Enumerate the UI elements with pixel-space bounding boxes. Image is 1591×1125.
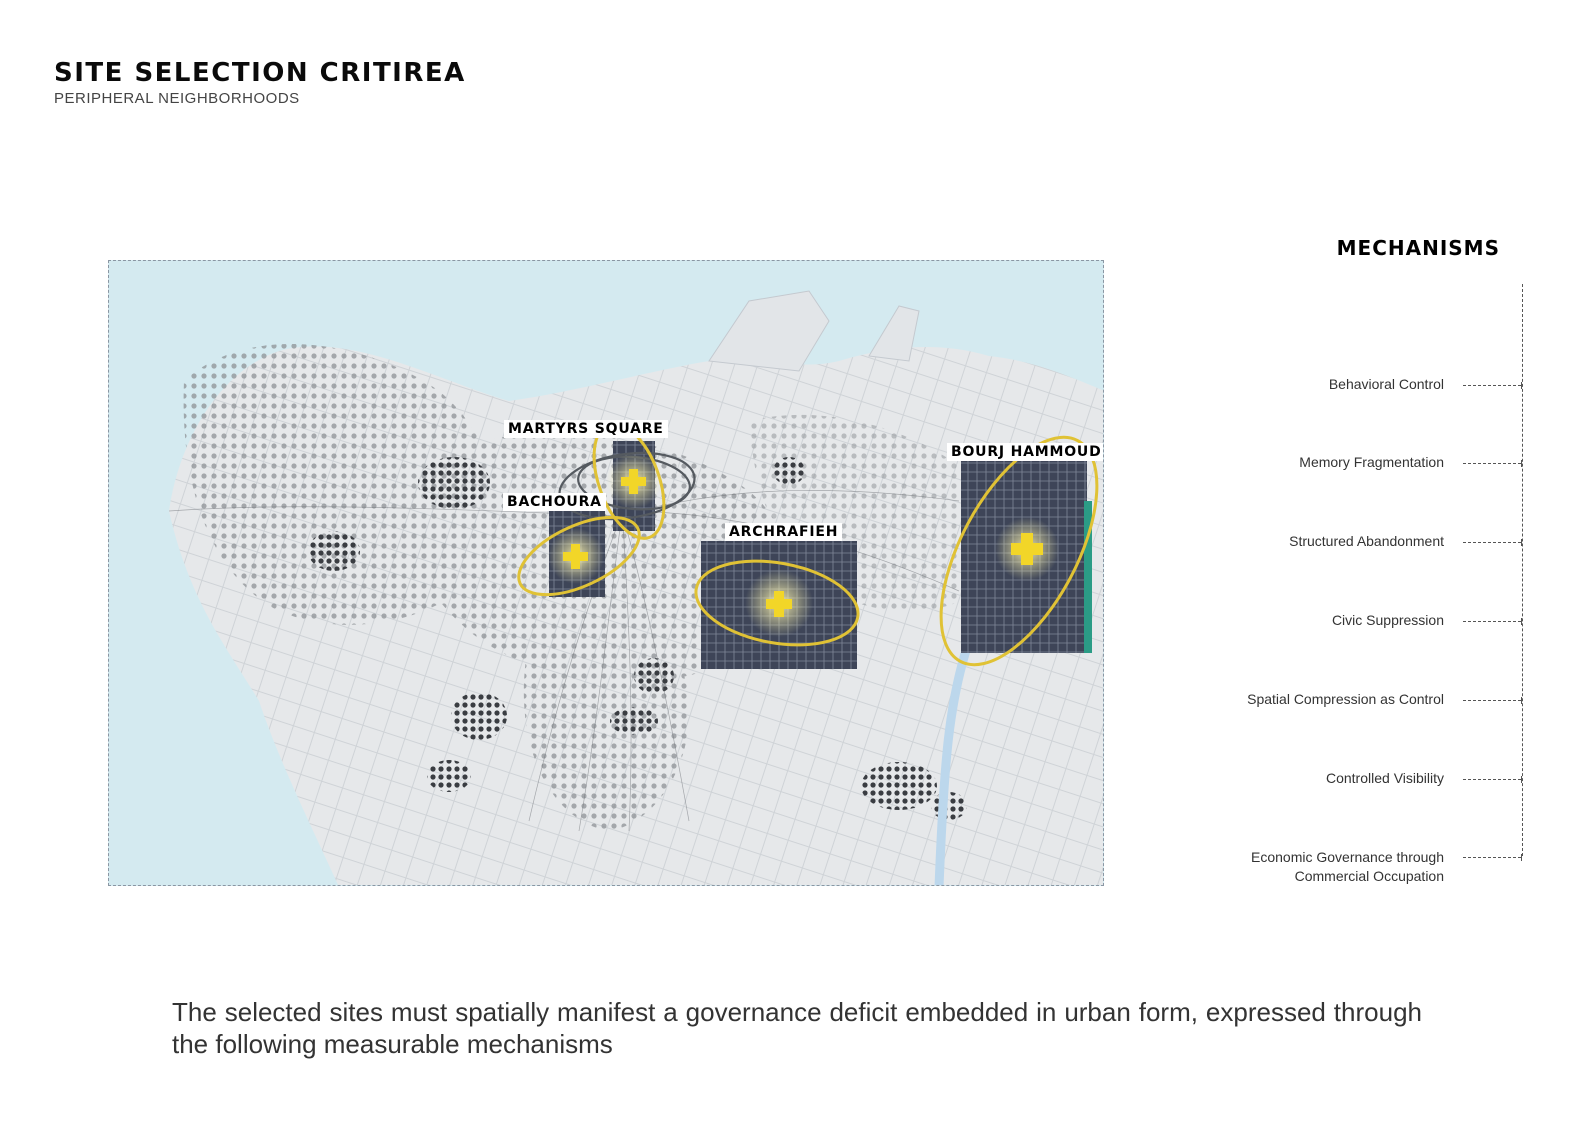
mechanism-connector	[1463, 542, 1521, 543]
page-subtitle: PERIPHERAL NEIGHBORHOODS	[54, 90, 300, 107]
mechanism-connector	[1463, 385, 1521, 386]
map-panel	[108, 260, 1104, 886]
mechanism-structured-abandonment: Structured Abandonment	[1289, 533, 1444, 549]
mechanism-connector	[1463, 779, 1521, 780]
mechanism-controlled-visibility: Controlled Visibility	[1325, 770, 1444, 786]
page-title: SITE SELECTION CRITIREA	[54, 58, 466, 88]
city-map	[109, 261, 1104, 886]
mechanism-connector	[1463, 700, 1521, 701]
mechanisms-bracket	[1522, 284, 1523, 856]
mechanism-connector	[1463, 621, 1521, 622]
site-label-martyrs-square: MARTYRS SQUARE	[504, 420, 668, 438]
mechanisms-title: MECHANISMS	[1336, 236, 1500, 260]
mechanism-memory-fragmentation: Memory Fragmentation	[1299, 454, 1444, 470]
mechanism-economic-governance: Economic Governance through Commercial Occupation	[1251, 849, 1444, 884]
caption-text: The selected sites must spatially manifest a governance deficit embedded in urban form, expressed through the following measurable mechanisms	[172, 997, 1422, 1059]
mechanism-spatial-compression: Spatial Compression as Control	[1247, 691, 1444, 707]
mechanism-civic-suppression: Civic Suppression	[1331, 612, 1444, 628]
mechanism-connector	[1463, 463, 1521, 464]
mechanism-connector	[1463, 857, 1521, 858]
site-label-archrafieh: ARCHRAFIEH	[725, 523, 842, 541]
site-label-bourj-hammoud: BOURJ HAMMOUD	[947, 443, 1104, 461]
site-label-bachoura: BACHOURA	[503, 493, 606, 511]
mechanism-behavioral-control: Behavioral Control	[1328, 376, 1444, 392]
